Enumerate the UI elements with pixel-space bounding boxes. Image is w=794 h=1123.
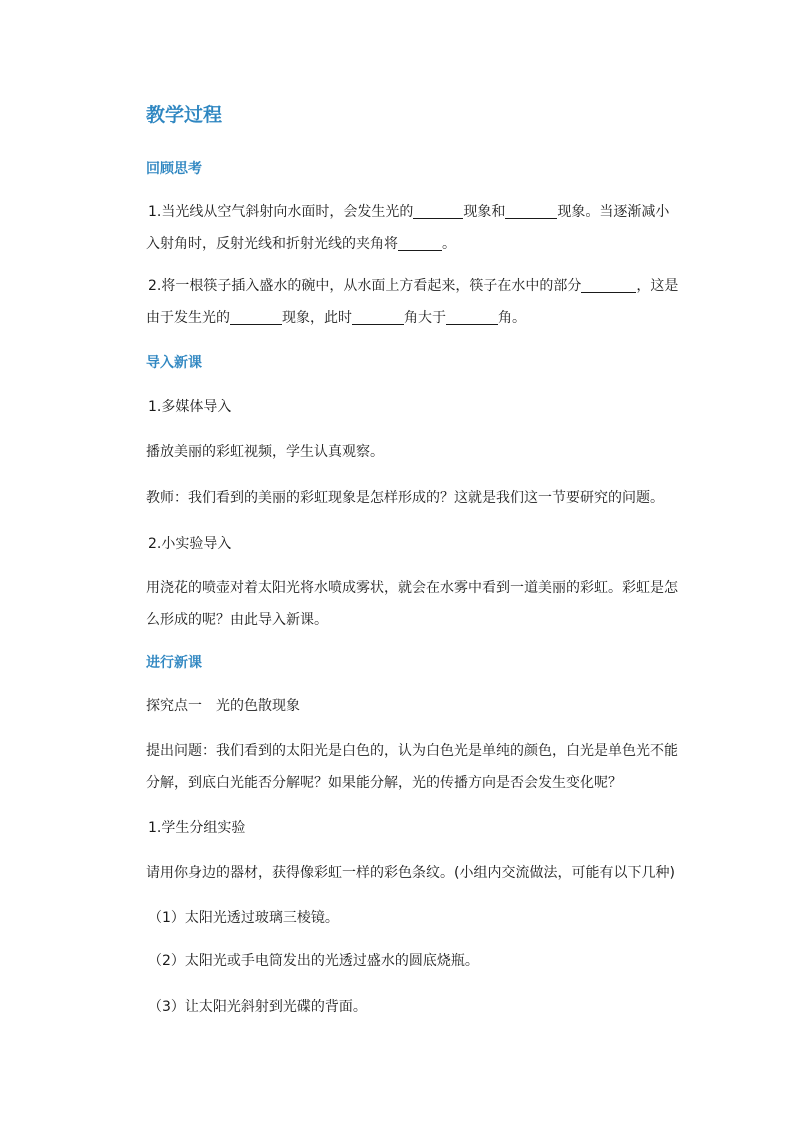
- lesson-question: [146, 735, 678, 799]
- review-question-2: [146, 270, 679, 334]
- answer-blank: [230, 308, 282, 325]
- intro-paragraph-2: [146, 482, 674, 514]
- lesson-method-3: [146, 991, 674, 1023]
- intro-paragraph-1: [146, 436, 674, 468]
- paragraph-line: 提出问题：我们看到的太阳光是白色的，认为白色光是单纯的颜色，白光是单色光不能: [146, 743, 678, 759]
- paragraph-line: 1.学生分组实验: [148, 820, 246, 836]
- section-title-teaching-process: 教学过程: [146, 104, 223, 126]
- paragraph-line: 1.多媒体导入: [148, 399, 232, 415]
- paragraph-line: 分解，到底白光能否分解呢？如果能分解，光的传播方向是否会发生变化呢？: [146, 775, 622, 791]
- heading-new-lesson: 进行新课: [146, 655, 202, 671]
- text-segment: 现象，此时: [282, 310, 352, 326]
- answer-blank: [398, 234, 442, 251]
- text-segment: 2.将一根筷子插入盛水的碗中，从水面上方看起来，筷子在水中的部分: [148, 278, 582, 294]
- paragraph-line: 2.小实验导入: [148, 536, 232, 552]
- lesson-method-2: [146, 945, 674, 977]
- paragraph-line: （3）让太阳光斜射到光碟的背面。: [148, 999, 367, 1015]
- text-segment: 。: [442, 236, 456, 252]
- paragraph-line: （2）太阳光或手电筒发出的光透过盛水的圆底烧瓶。: [148, 953, 479, 969]
- text-segment: 现象。当逐渐减小: [557, 204, 670, 220]
- answer-blank: [352, 308, 404, 325]
- text-segment: 现象和: [463, 204, 506, 220]
- text-segment: ，这是: [636, 278, 679, 294]
- lesson-paragraph-1: [146, 857, 674, 889]
- heading-intro: 导入新课: [146, 355, 202, 371]
- intro-item-1: [146, 391, 674, 423]
- paragraph-line: 教师：我们看到的美丽的彩虹现象是怎样形成的？这就是我们这一节要研究的问题。: [146, 490, 664, 506]
- answer-blank: [446, 308, 498, 325]
- review-question-1: [146, 196, 674, 260]
- answer-blank: [581, 276, 636, 293]
- paragraph-line: 播放美丽的彩虹视频，学生认真观察。: [146, 444, 384, 460]
- intro-paragraph-3: [146, 572, 678, 636]
- text-segment: 角。: [498, 310, 526, 326]
- text-segment: 1.当光线从空气斜射向水面时，会发生光的: [148, 204, 414, 220]
- lesson-method-1: [146, 902, 674, 934]
- lesson-item-1: [146, 812, 674, 844]
- paragraph-line: 么形成的呢？由此导入新课。: [146, 612, 328, 628]
- paragraph-line: （1）太阳光透过玻璃三棱镜。: [148, 910, 339, 926]
- heading-review: 回顾思考: [146, 161, 202, 177]
- text-segment: 角大于: [404, 310, 446, 326]
- answer-blank: [505, 202, 557, 219]
- answer-blank: [413, 202, 463, 219]
- text-segment: 由于发生光的: [146, 310, 230, 326]
- question-line: [146, 302, 674, 334]
- intro-item-2: [146, 528, 674, 560]
- paragraph-line: 探究点一 光的色散现象: [146, 698, 300, 714]
- paragraph-line: 用浇花的喷壶对着太阳光将水喷成雾状，就会在水雾中看到一道美丽的彩虹。彩虹是怎: [146, 580, 678, 596]
- question-line: [146, 228, 674, 260]
- question-line: [146, 270, 679, 302]
- text-segment: 入射角时，反射光线和折射光线的夹角将: [146, 236, 398, 252]
- question-line: [146, 196, 674, 228]
- paragraph-line: 请用你身边的器材，获得像彩虹一样的彩色条纹。(小组内交流做法，可能有以下几种): [146, 865, 675, 881]
- lesson-topic: [146, 690, 674, 722]
